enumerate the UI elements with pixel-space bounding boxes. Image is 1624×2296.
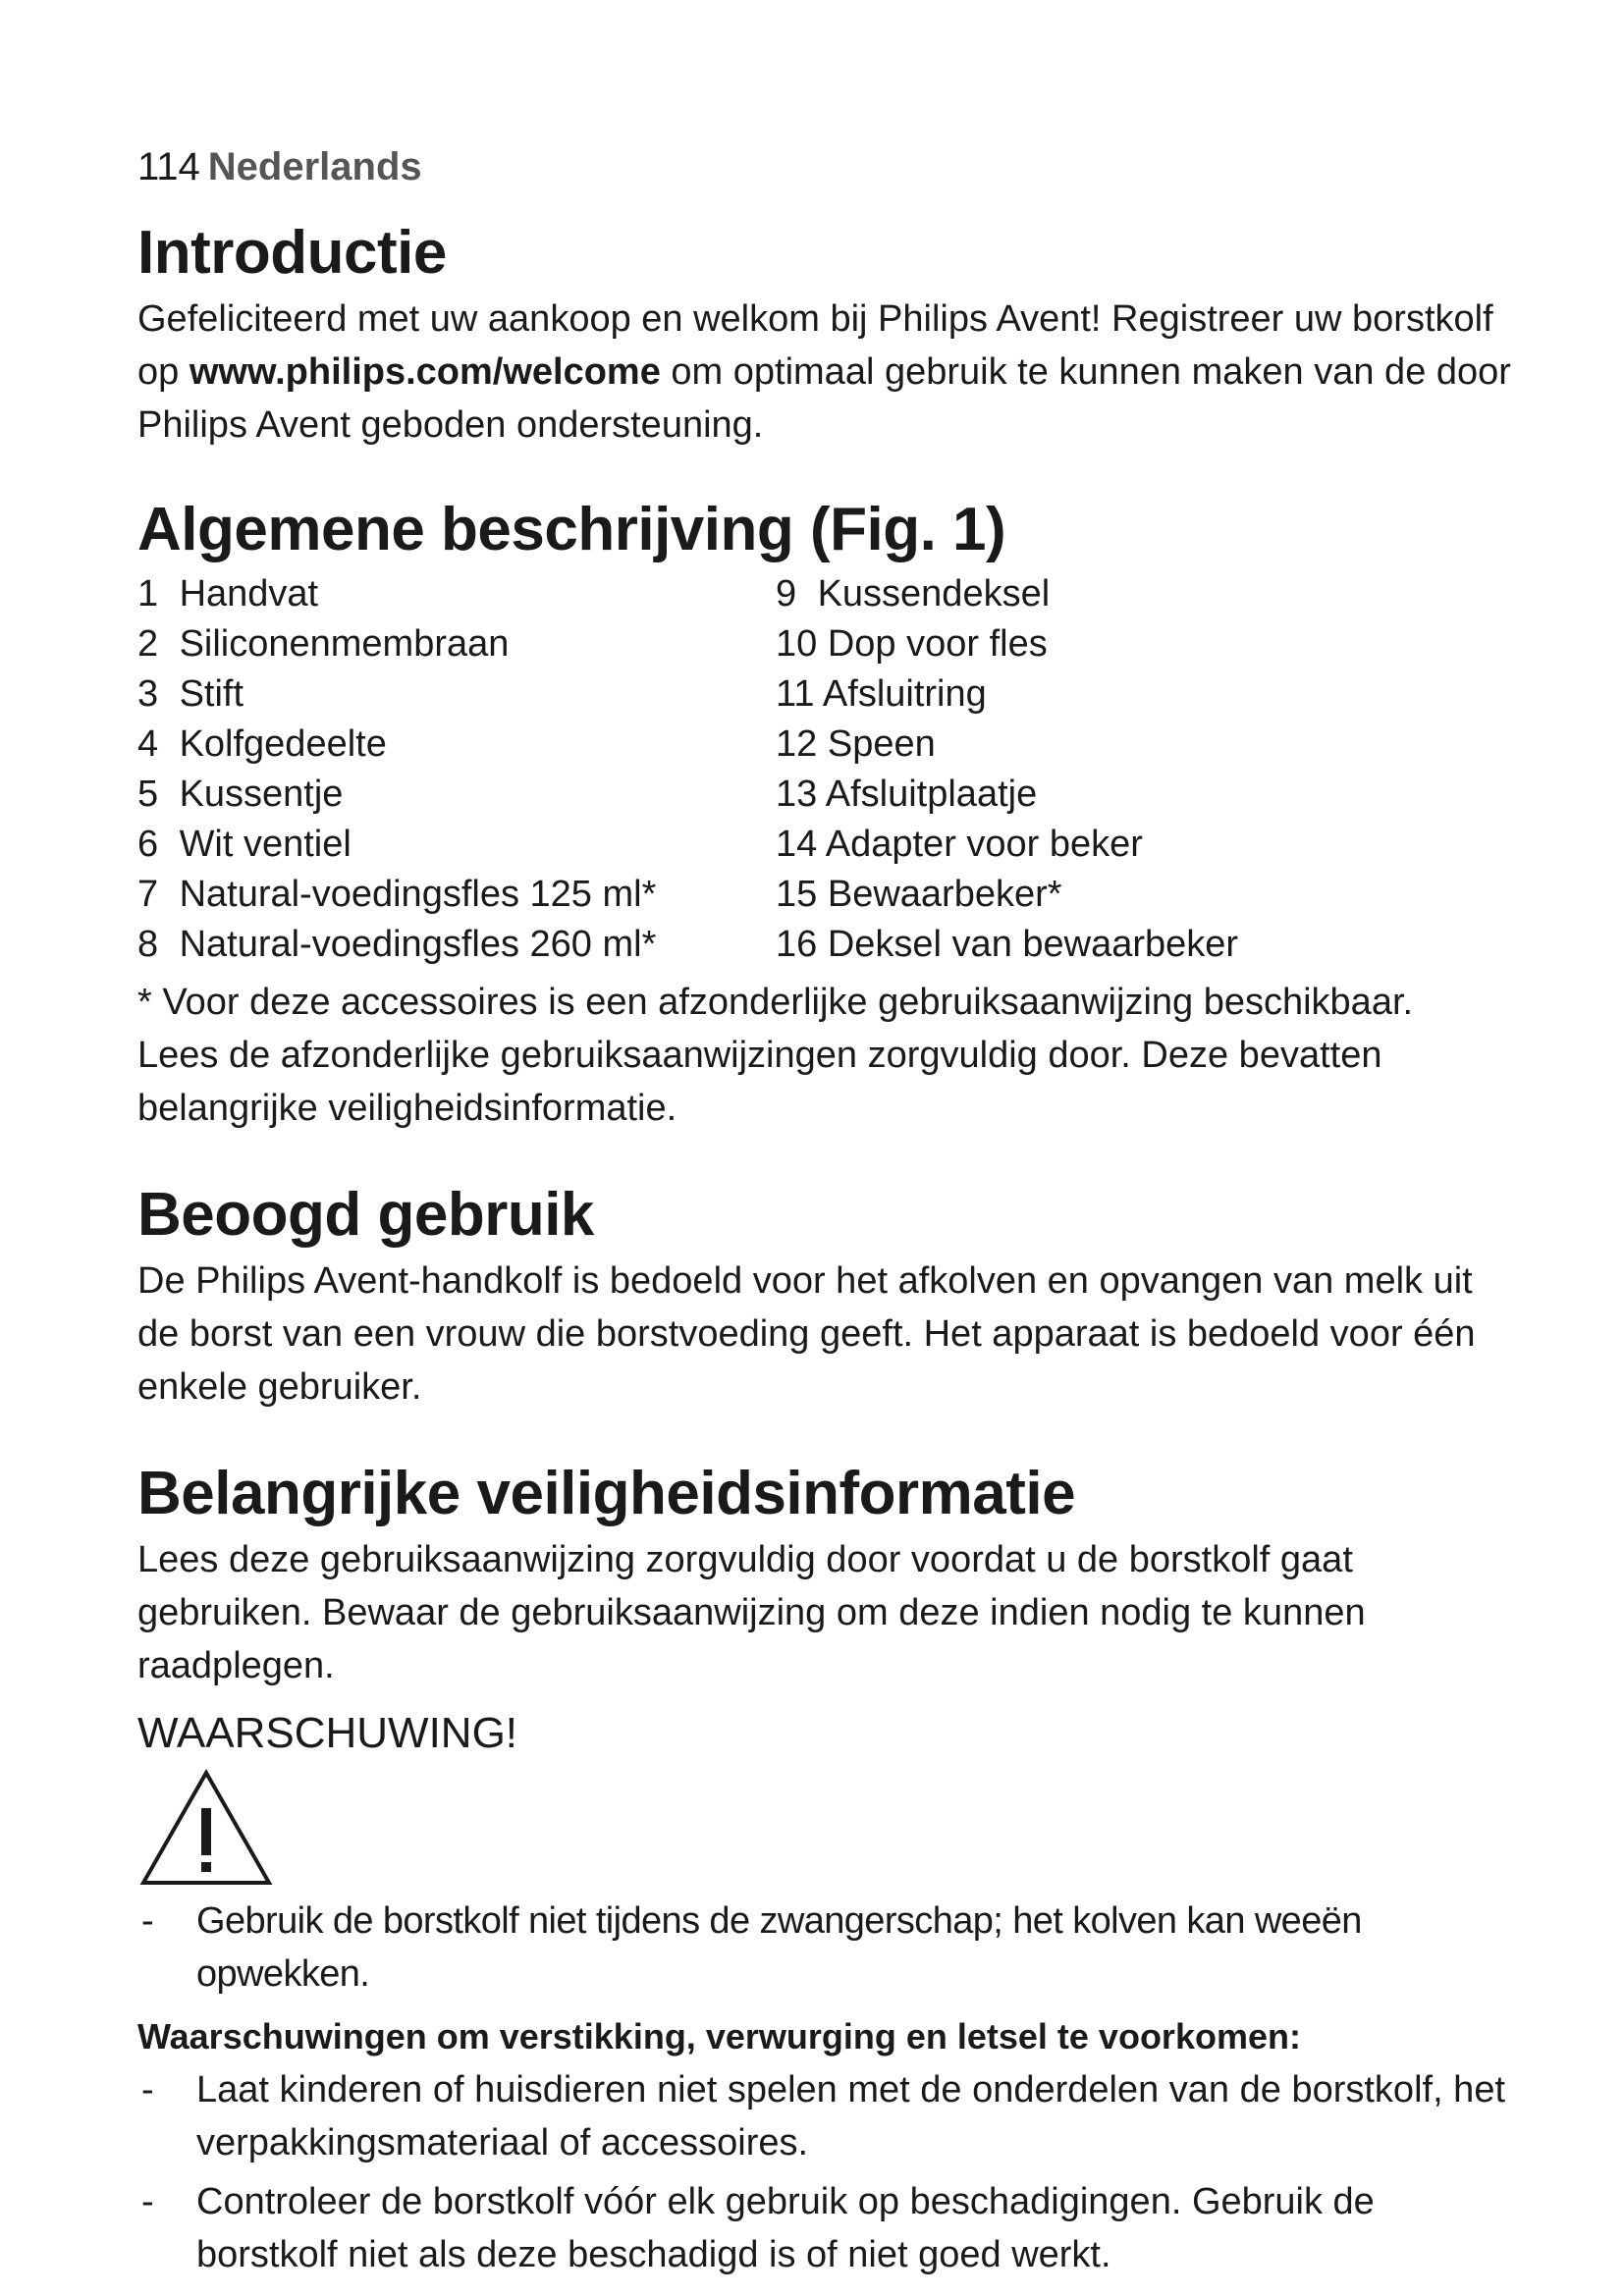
part-label: Afsluitplaatje	[825, 774, 1038, 815]
safety-heading: Belangrijke veiligheidsinformatie	[137, 1460, 1076, 1527]
choking-warning-item	[137, 2175, 1512, 2281]
part-number: 11	[776, 673, 815, 715]
part-item	[776, 720, 1512, 770]
page-language: Nederlands	[207, 145, 422, 188]
part-item	[776, 920, 1512, 970]
parts-list	[137, 569, 1512, 970]
part-item	[137, 820, 776, 870]
part-item	[137, 870, 776, 920]
part-number: 15	[776, 874, 818, 915]
choking-warnings-list	[137, 2063, 1512, 2281]
part-item	[776, 770, 1512, 820]
intended-use-section	[137, 1176, 1512, 1414]
part-item	[776, 820, 1512, 870]
description-section	[137, 491, 1512, 1135]
intended-use-paragraph: De Philips Avent-handkolf is bedoeld voor het afkolven en opvangen van melk uit de borst van een vrouw die borstvoeding geeft. Het apparaat is bedoeld voor één enkele gebruiker.	[137, 1260, 1476, 1408]
warning-item-text: Gebruik de borstkolf niet tijdens de zwangerschap; het kolven kan weeën opwekken.	[196, 1900, 1362, 1995]
part-label: Kolfgedeelte	[179, 723, 387, 765]
welcome-link: www.philips.com/welcome	[189, 351, 661, 393]
part-item	[776, 669, 1512, 720]
part-number: 12	[776, 723, 818, 765]
warning-triangle-icon	[137, 1767, 275, 1889]
part-item	[137, 920, 776, 970]
part-number: 16	[776, 924, 818, 965]
part-label: Dop voor fles	[827, 623, 1048, 665]
part-number: 10	[776, 623, 818, 665]
part-number: 8	[137, 924, 159, 965]
part-label: Stift	[179, 673, 244, 715]
part-label: Afsluitring	[822, 673, 987, 715]
part-label: Wit ventiel	[179, 824, 352, 865]
part-number: 5	[137, 774, 159, 815]
warning-heading: WAARSCHUWING!	[137, 1709, 518, 1757]
separate-manuals-note: Lees de afzonderlijke gebruiksaanwijzingen zorgvuldig door. Deze bevatten belangrijke veiligheidsinformatie.	[137, 1035, 1382, 1129]
part-label: Siliconenmembraan	[179, 623, 510, 665]
part-label: Natural-voedingsfles 260 ml*	[179, 924, 657, 965]
part-label: Kussentje	[179, 774, 344, 815]
part-number: 3	[137, 673, 159, 715]
part-label: Natural-voedingsfles 125 ml*	[179, 874, 657, 915]
part-number: 7	[137, 874, 159, 915]
part-item	[137, 669, 776, 720]
part-item	[776, 569, 1512, 619]
choking-warnings-heading: Waarschuwingen om verstikking, verwurging en letsel te voorkomen:	[137, 2016, 1301, 2056]
part-label: Handvat	[179, 573, 319, 614]
page-header	[137, 137, 1512, 196]
part-number: 4	[137, 723, 159, 765]
intro-section	[137, 214, 1512, 452]
choking-warning-item	[137, 2063, 1512, 2169]
part-item	[137, 619, 776, 669]
choking-warning-text: Controleer de borstkolf vóór elk gebruik op beschadigingen. Gebruik de borstkolf niet als deze beschadigd is of niet goed werkt.	[196, 2181, 1375, 2275]
intro-text-after: om optimaal gebruik te kunnen maken van de door Philips Avent geboden ondersteuning.	[137, 351, 1511, 446]
part-label: Speen	[827, 723, 936, 765]
part-number: 1	[137, 573, 159, 614]
part-number: 6	[137, 824, 159, 865]
part-label: Deksel van bewaarbeker	[827, 924, 1239, 965]
accessories-footnote: * Voor deze accessoires is een afzonderlijke gebruiksaanwijzing beschikbaar.	[137, 982, 1414, 1023]
intended-use-heading: Beoogd gebruik	[137, 1181, 594, 1249]
bullet-dash: -	[141, 2181, 154, 2222]
bullet-dash: -	[141, 1900, 154, 1942]
part-number: 14	[776, 824, 818, 865]
manual-page	[137, 128, 1512, 2287]
part-label: Kussendeksel	[817, 573, 1051, 614]
intro-heading: Introductie	[137, 219, 447, 287]
intro-paragraph	[137, 293, 1512, 452]
part-item	[137, 569, 776, 619]
safety-paragraph: Lees deze gebruiksaanwijzing zorgvuldig door voordat u de borstkolf gaat gebruiken. Bewaar de gebruiksaanwijzing om deze indien nodig te kunnen raadplegen.	[137, 1539, 1366, 1686]
choking-warning-text: Laat kinderen of huisdieren niet spelen met de onderdelen van de borstkolf, het verpakkingsmateriaal of accessoires.	[196, 2069, 1506, 2163]
part-number: 2	[137, 623, 159, 665]
warning-item	[137, 1895, 1512, 2001]
part-item	[137, 770, 776, 820]
part-item	[137, 720, 776, 770]
intro-text-before: Gefeliciteerd met uw aankoop en welkom bij Philips Avent! Registreer uw borstkolf op	[137, 298, 1493, 393]
part-label: Bewaarbeker*	[827, 874, 1062, 915]
part-number: 13	[776, 774, 818, 815]
safety-section	[137, 1455, 1512, 2281]
part-item	[776, 619, 1512, 669]
warning-list	[137, 1895, 1512, 2001]
part-label: Adapter voor beker	[825, 824, 1143, 865]
bullet-dash: -	[141, 2069, 154, 2110]
part-number: 9	[776, 573, 797, 614]
part-item	[776, 870, 1512, 920]
page-number: 114	[137, 145, 200, 188]
description-heading: Algemene beschrijving (Fig. 1)	[137, 496, 1006, 563]
